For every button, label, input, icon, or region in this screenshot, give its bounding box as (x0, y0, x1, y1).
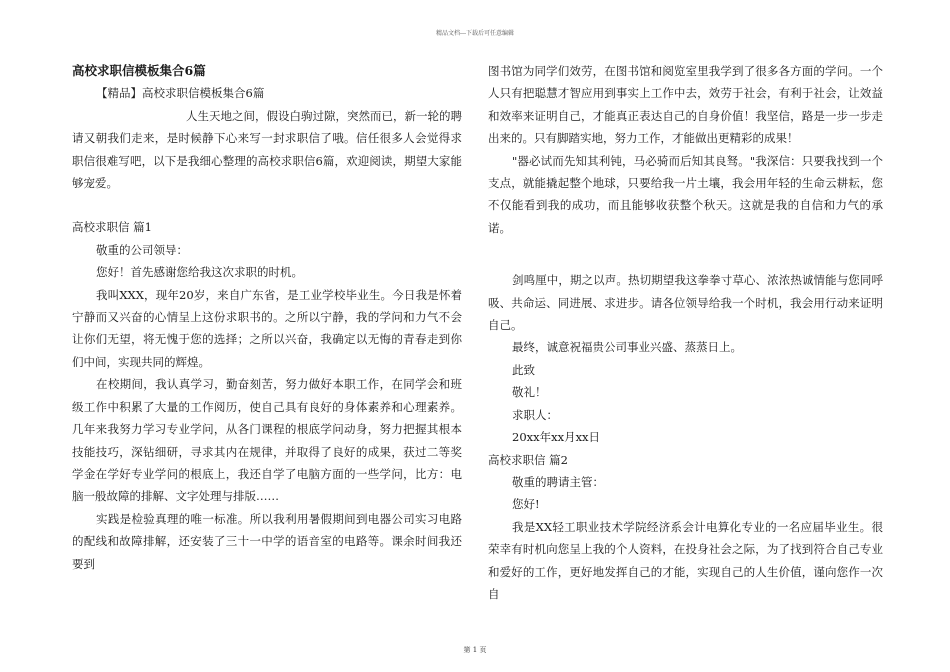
document-title: 高校求职信模板集合6篇 (72, 63, 206, 78)
intro-paragraph: 人生天地之间，假设白驹过隙，突然而已，新一轮的聘请又朝我们走来，是时候静下心来写一封求职信了哦。信任很多人会觉得求职信很难写吧，以下是我细心整理的高校求职信6篇，欢迎阅读，期望大家能够宠爱。 (72, 108, 462, 191)
paragraph-1: 我叫XXX，现年20岁，来自广东省，是工业学校毕业生。今日我是怀着宁静而又兴奋的心情呈上这份求职书的。之所以宁静，我的学问和力气不会让你们无望，将无愧于您的选择；之所以兴奋，我确定以无悔的青春走到你们中间，实现共同的辉煌。 (72, 287, 462, 369)
greeting-2: 敬重的聘请主管： (512, 474, 604, 489)
jingli: 敬礼！ (512, 385, 547, 400)
section-heading-2: 高校求职信 篇2 (488, 452, 568, 467)
hello-2: 您好! (512, 497, 540, 512)
closing-wish: 最终，诚意祝福贵公司事业兴盛、蒸蒸日上。 (512, 340, 742, 355)
page-header: 精品文档---下载后可任意编辑 (435, 30, 515, 37)
signer-label: 求职人： (512, 407, 558, 422)
date-line: 20xx年xx月xx日 (512, 430, 601, 445)
paragraph-6: 剑鸣厘中，期之以声。热切期望我这拳拳寸草心、浓浓热诚情能与您同呼吸、共命运、同进展、求进步。请各位领导给我一个时机，我会用行动来证明自己。 (488, 273, 883, 333)
document-subtitle: 【精品】高校求职信模板集合6篇 (96, 86, 265, 101)
section-heading-1: 高校求职信 篇1 (72, 220, 152, 235)
greeting-1: 敬重的公司领导： (96, 242, 188, 257)
paragraph-7: 我是XX轻工职业技术学院经济系会计电算化专业的一名应届毕业生。很荣幸有时机向您呈上我的个人资料，在投身社会之际，为了找到符合自己专业和爱好的工作，更好地发挥自己的才能，实现自己的人生价值，谨向您作一次自 (488, 519, 883, 601)
paragraph-4: 图书馆为同学们效劳，在图书馆和阅览室里我学到了很多各方面的学问。一个人只有把聪慧才智应用到事实上工作中去，效劳于社会，有利于社会，让效益和效率来证明自己，才能真正表达自己的自身价值！我坚信，路是一步一步走出来的。只有脚踏实地，努力工作，才能做出更精彩的成果！ (488, 64, 883, 146)
page-footer: 第 1 页 (463, 646, 487, 654)
right-column (488, 60, 883, 605)
paragraph-3: 实践是检验真理的唯一标准。所以我利用暑假期间到电器公司实习电路的配线和故障排解，还安装了三十一中学的语音室的电路等。课余时间我还要到 (72, 511, 462, 571)
paragraph-5: "器必试而先知其利钝，马必骑而后知其良驽。"我深信：只要我找到一个支点，就能撬起整个地球，只要给我一片土壤，我会用年轻的生命云耕耘，您不仅能看到我的成功，而且能够收获整个秋天。这就是我的自信和力气的承诺。 (488, 153, 883, 235)
hello-1: 您好！首先感谢您给我这次求职的时机。 (96, 265, 303, 280)
cizhi: 此致 (512, 362, 535, 377)
paragraph-2: 在校期间，我认真学习，勤奋刻苦，努力做好本职工作，在同学会和班级工作中积累了大量的工作阅历，使自己具有良好的身体素养和心理素养。几年来我努力学习专业学问，从各门课程的根底学问动身，努力把握其根本技能技巧，深钻细研，寻求其内在规律，并取得了良好的成果，获过二等奖学金在学好专业学问的根底上，我还自学了电脑方面的一些学问，比方：电脑一般故障的排解、文字处理与排版…… (72, 377, 462, 504)
left-column (72, 60, 462, 575)
